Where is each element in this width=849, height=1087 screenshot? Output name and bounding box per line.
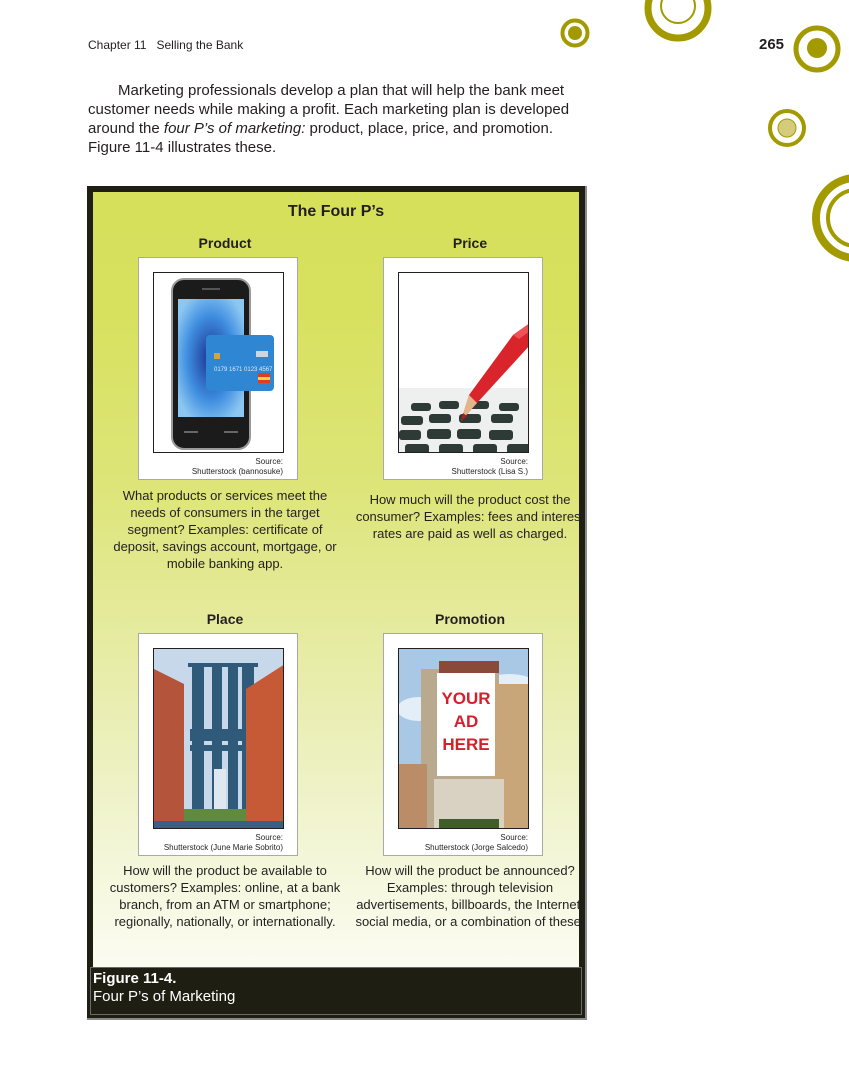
product-heading: Product — [198, 235, 252, 251]
figure-caption-text: Four P’s of Marketing — [93, 988, 236, 1005]
chapter-title: Selling the Bank — [156, 38, 244, 52]
credit-name: Shutterstock (Jorge Salcedo) — [424, 843, 528, 852]
promotion-photo-card — [383, 633, 543, 856]
paragraph-text-end: product, place, price, and promotion. Figure 11-4 illustrates these. — [88, 120, 553, 156]
billboard-line: HERE — [442, 735, 490, 754]
svg-text:0179 1671 0123 4567: 0179 1671 0123 4567 — [214, 367, 273, 373]
product-photo-credit — [192, 457, 283, 477]
billboard-line: AD — [453, 712, 479, 731]
decorative-circle-light-icon — [764, 106, 810, 152]
figure-11-4 — [87, 186, 587, 1020]
credit-name: Shutterstock (Lisa S.) — [451, 467, 528, 476]
price-description: How much will the product cost the consumer? Examples: fees and interest rates are paid as well as charged. — [355, 492, 585, 541]
credit-source: Source: — [255, 833, 283, 842]
credit-source: Source: — [255, 457, 283, 466]
credit-name: Shutterstock (June Marie Sobrito) — [163, 843, 283, 852]
figure-label: Figure 11-4. — [93, 970, 177, 987]
figure-title: The Four P’s — [287, 203, 385, 220]
place-heading: Place — [206, 611, 244, 627]
place-photo-card — [138, 633, 298, 856]
page-number: 265 — [759, 36, 785, 53]
paragraph-emphasis: four P’s of marketing: — [163, 120, 306, 137]
red-pencil-calculator-photo — [398, 272, 529, 453]
product-description: What products or services meet the needs of consumers in the target segment? Examples: certificate of deposit, savings account, mortgage, or mobile banking app. — [113, 488, 337, 571]
price-photo-card — [383, 257, 543, 480]
place-description: How will the product be available to customers? Examples: online, at a bank branch, from an ATM or smartphone; regionally, nationally, or internationally. — [109, 863, 341, 929]
figure-caption — [93, 970, 579, 1010]
running-head — [88, 38, 243, 52]
credit-source: Source: — [500, 457, 528, 466]
figure-content — [93, 192, 585, 968]
promotion-photo-credit — [425, 833, 528, 853]
billboard-line: YOUR — [441, 689, 491, 708]
paragraph-text: Marketing professionals develop a plan that will help the bank meet customer needs while making a profit. Each marketing plan is developed around the — [88, 82, 570, 137]
decorative-large-ring-icon — [796, 170, 849, 270]
decorative-circle-icon — [558, 16, 592, 50]
credit-name: Shutterstock (bannosuke) — [191, 467, 283, 476]
place-photo-credit — [164, 833, 283, 853]
decorative-target-icon — [790, 22, 844, 76]
promotion-description: How will the product be announced? Examples: through television advertisements, billboards, the Internet, social media, or a combination of these. — [355, 863, 585, 929]
decorative-ring-icon — [640, 0, 716, 46]
price-heading: Price — [452, 235, 488, 251]
credit-source: Source: — [500, 833, 528, 842]
billboard-text — [437, 687, 495, 756]
product-photo-card — [138, 257, 298, 480]
chapter-number: Chapter 11 — [88, 38, 147, 52]
promotion-heading: Promotion — [435, 611, 505, 627]
smartphone-credit-card-photo — [153, 272, 284, 453]
price-photo-credit — [452, 457, 528, 477]
billboard-building-photo — [398, 648, 529, 829]
manhattan-bridge-street-photo — [153, 648, 284, 829]
body-paragraph — [88, 81, 588, 157]
